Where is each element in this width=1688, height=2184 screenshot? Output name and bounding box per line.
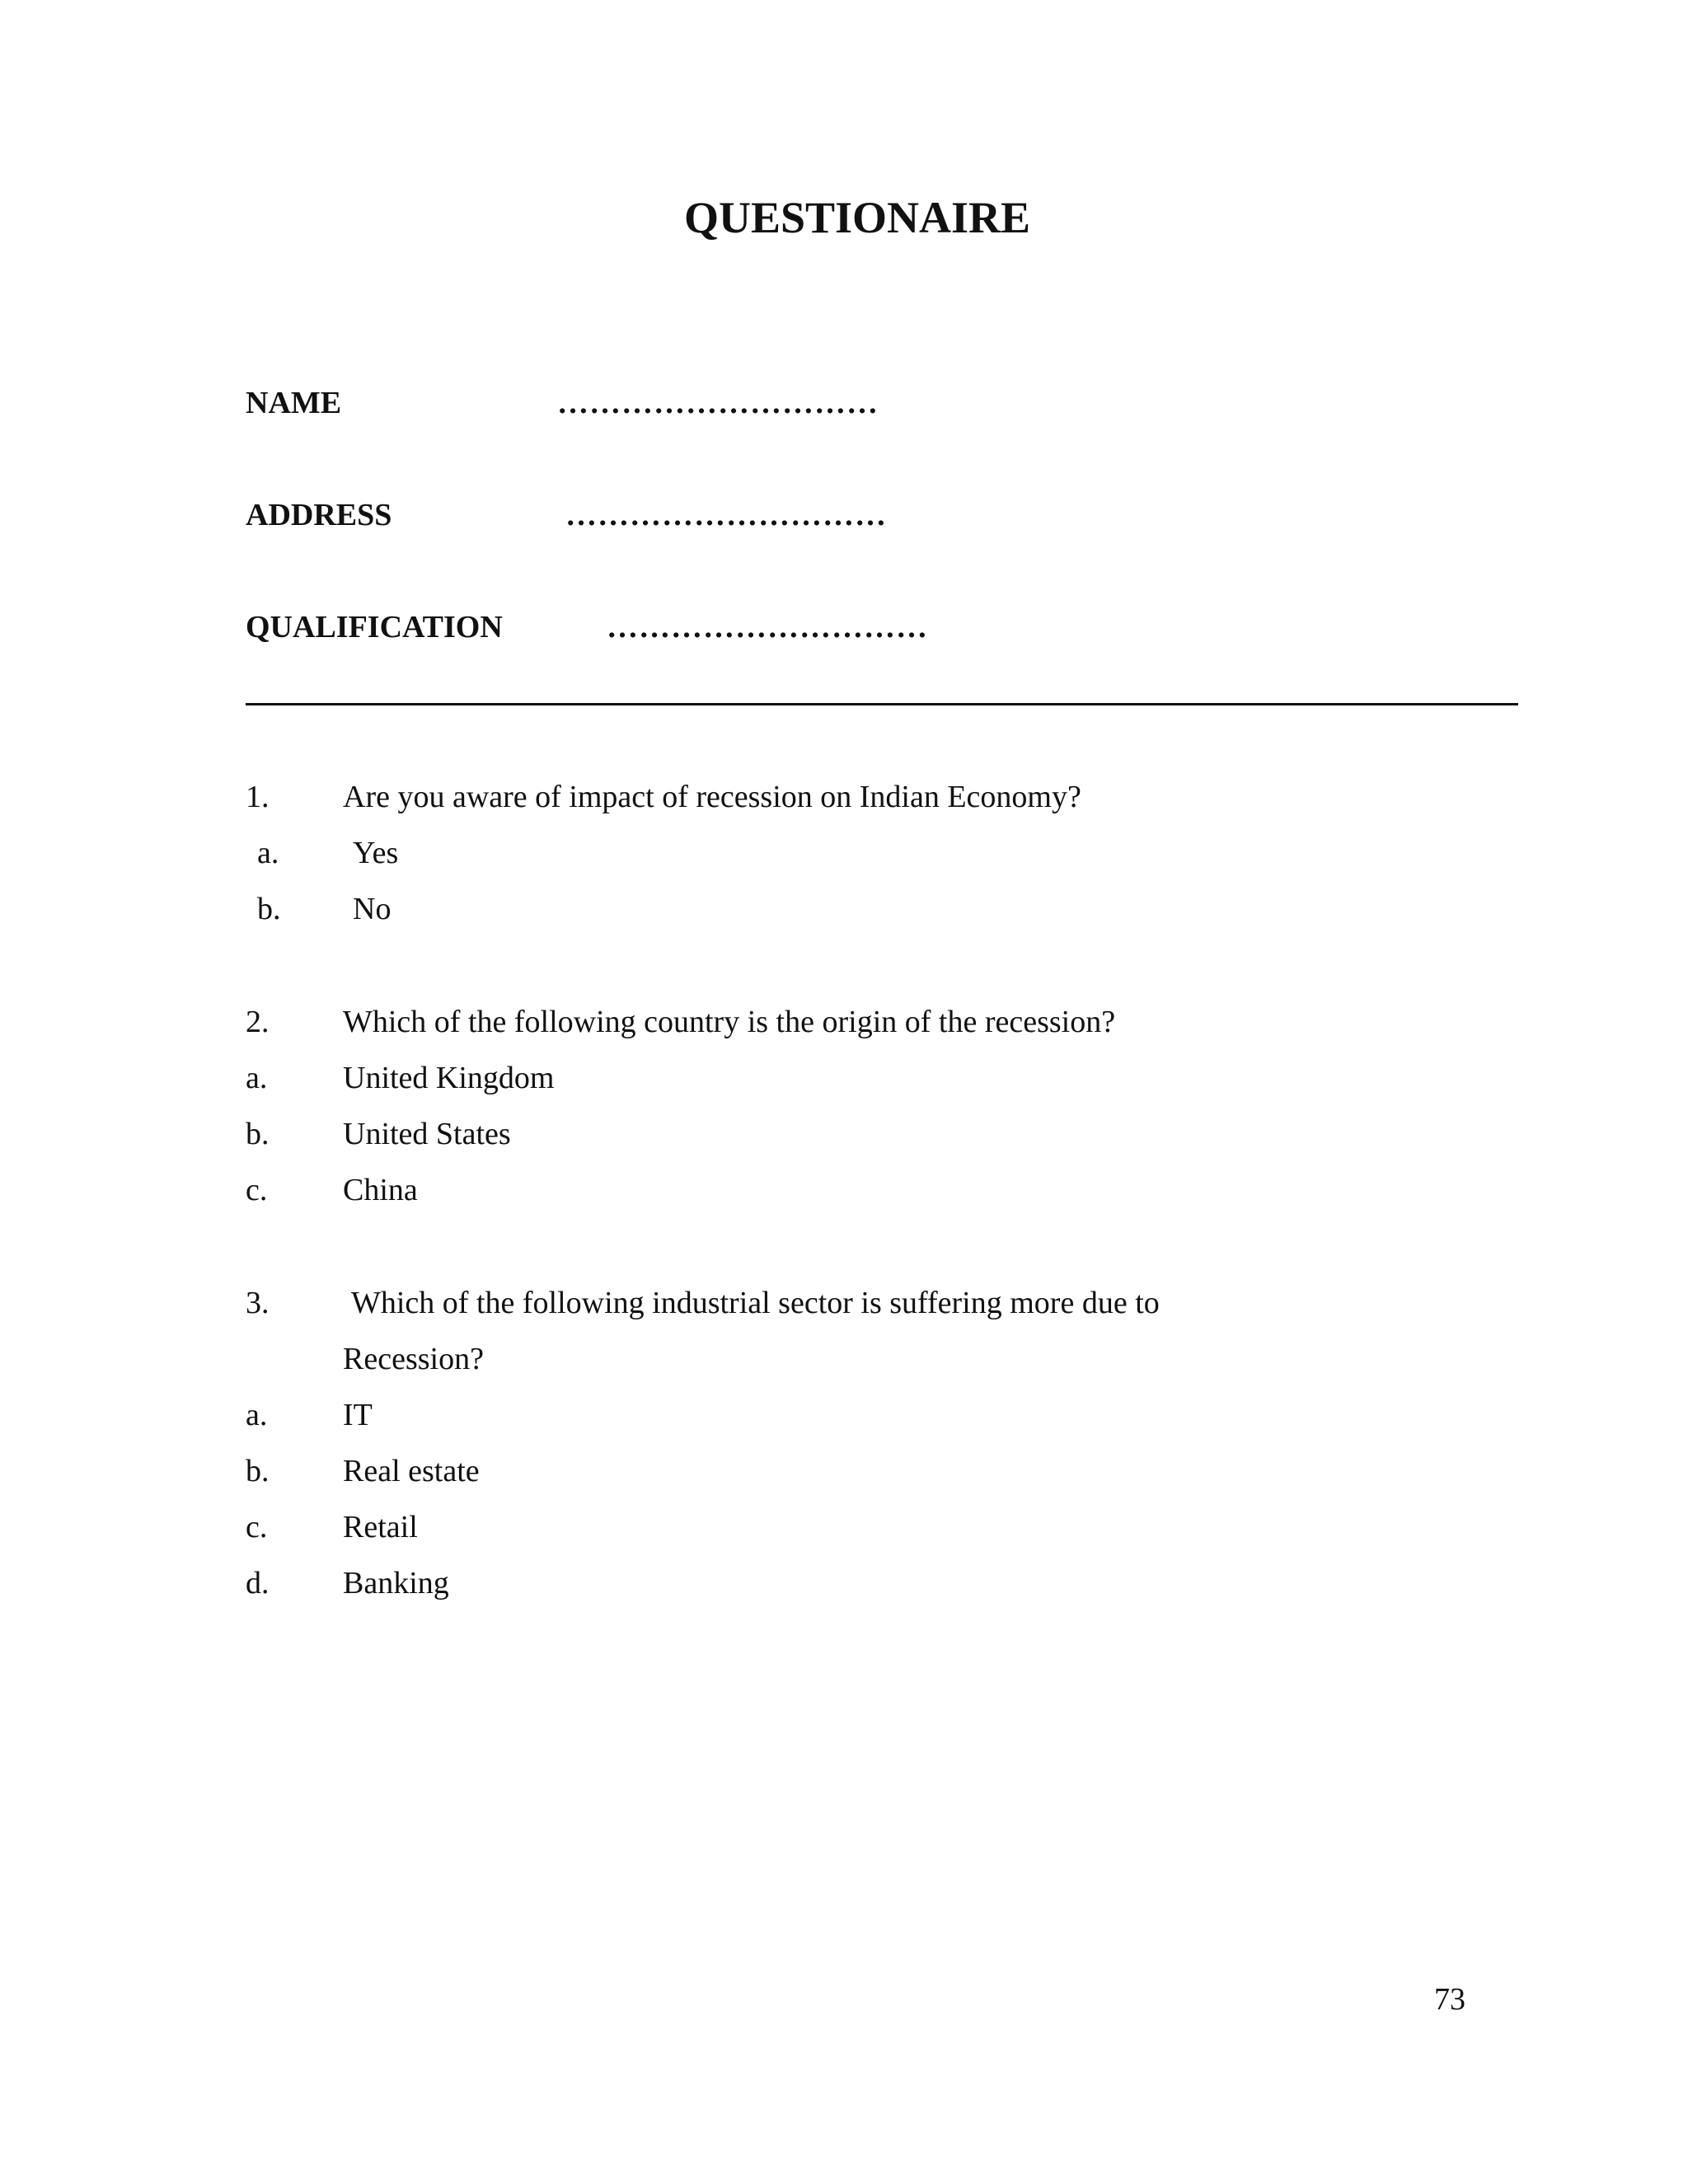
question-1-number: 1. <box>246 780 270 814</box>
question-3-text-line-1: Which of the following industrial sector is suffering more due to <box>351 1286 1160 1320</box>
page-title: QUESTIONAIRE <box>683 193 1031 242</box>
question-3-option-b-letter: b. <box>246 1454 270 1488</box>
question-1-option-b-letter: b. <box>257 892 281 926</box>
question-2-option-c-letter: c. <box>246 1173 268 1207</box>
question-2-option-b: United States <box>343 1117 511 1151</box>
question-2-number: 2. <box>246 1005 270 1039</box>
qualification-field: ………………………… <box>607 610 928 644</box>
question-2-option-c: China <box>343 1173 418 1207</box>
question-1-text: Are you aware of impact of recession on Indian Economy? <box>343 780 1081 814</box>
address-field: ………………………… <box>565 498 887 532</box>
question-3-option-a-letter: a. <box>246 1398 268 1432</box>
question-1-option-a-letter: a. <box>257 836 279 870</box>
question-3-option-c-letter: c. <box>246 1510 268 1544</box>
qualification-label: QUALIFICATION <box>246 610 503 644</box>
page-number: 73 <box>1434 1982 1465 2017</box>
question-3-option-d: Banking <box>343 1566 449 1601</box>
question-2-text: Which of the following country is the origin of the recession? <box>343 1005 1116 1039</box>
address-label: ADDRESS <box>246 498 392 532</box>
question-3-text-line-2: Recession? <box>343 1342 484 1376</box>
horizontal-rule <box>246 703 1518 705</box>
question-1-option-b: No <box>353 892 392 926</box>
question-2-option-b-letter: b. <box>246 1117 270 1151</box>
name-field: ………………………… <box>557 386 879 420</box>
question-3-option-c: Retail <box>343 1510 418 1544</box>
question-1-option-a: Yes <box>353 836 399 870</box>
question-3-option-b: Real estate <box>343 1454 480 1488</box>
question-3-number: 3. <box>246 1286 270 1320</box>
question-2-option-a: United Kingdom <box>343 1061 555 1095</box>
question-2-option-a-letter: a. <box>246 1061 268 1095</box>
name-label: NAME <box>246 386 342 420</box>
question-3-option-a: IT <box>343 1398 373 1432</box>
question-3-option-d-letter: d. <box>246 1566 270 1601</box>
